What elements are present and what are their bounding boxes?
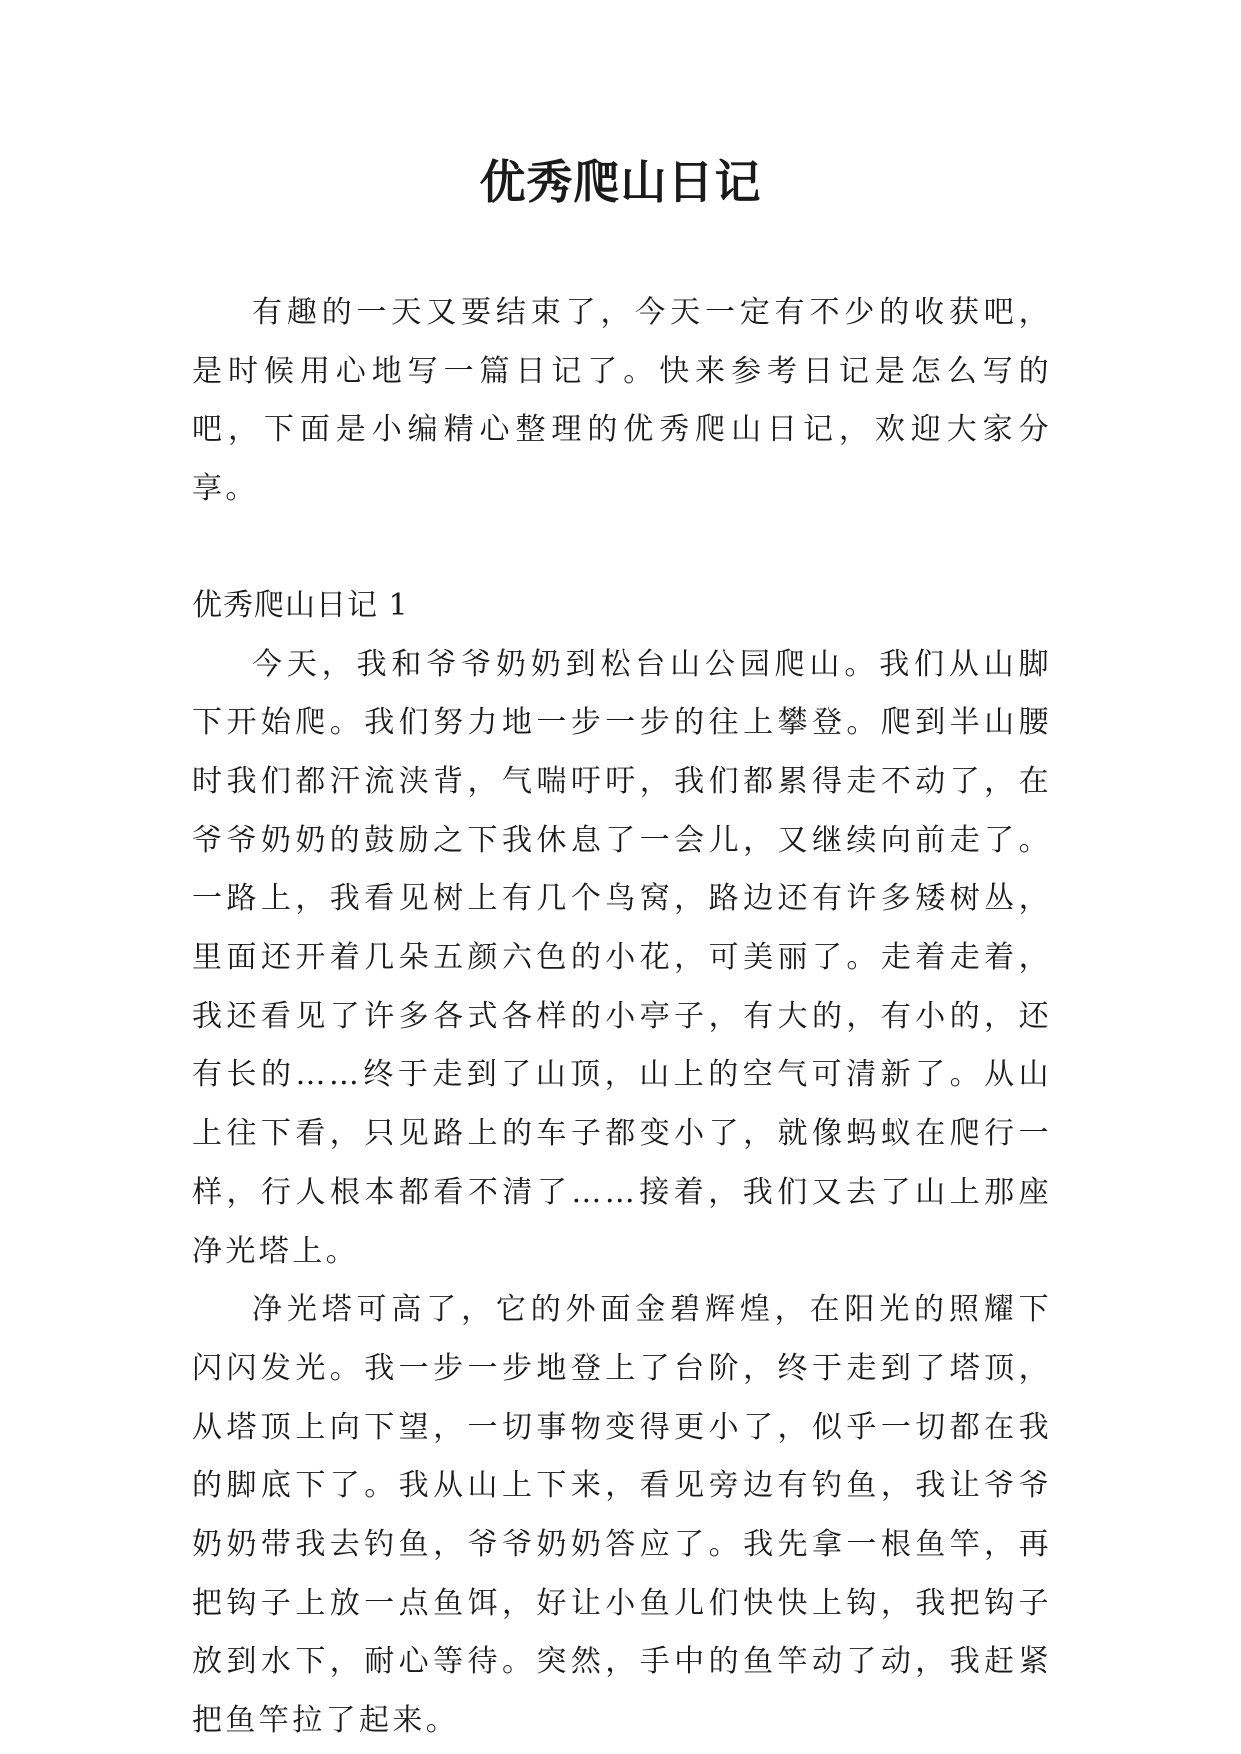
document-body [192, 284, 1052, 1751]
document-title: 优秀爬山日记 [479, 155, 762, 209]
body-paragraph-1: 今天，我和爷爷奶奶到松台山公园爬山。我们从山脚下开始爬。我们努力地一步一步的往上攀登。爬到半山腰时我们都汗流浃背，气喘吁吁，我们都累得走不动了，在爷爷奶奶的鼓励之下我休息了一会儿，又继续向前走了。一路上，我看见树上有几个鸟窝，路边还有许多矮树丛，里面还开着几朵五颜六色的小花，可美丽了。走着走着，我还看见了许多各式各样的小亭子，有大的，有小的，还有长的……终于走到了山顶，山上的空气可清新了。从山上往下看，只见路上的车子都变小了，就像蚂蚁在爬行一样，行人根本都看不清了……接着，我们又去了山上那座净光塔上。 [192, 646, 1052, 1269]
body-paragraph-2: 净光塔可高了，它的外面金碧辉煌，在阳光的照耀下闪闪发光。我一步一步地登上了台阶，终于走到了塔顶，从塔顶上向下望，一切事物变得更小了，似乎一切都在我的脚底下了。我从山上下来，看见旁边有钓鱼，我让爷爷奶奶带我去钓鱼，爷爷奶奶答应了。我先拿一根鱼竿，再把钩子上放一点鱼饵，好让小鱼儿们快快上钩，我把钩子放到水下，耐心等待。突然，手中的鱼竿动了动，我赶紧把鱼竿拉了起来。 [192, 1292, 1052, 1739]
intro-paragraph: 有趣的一天又要结束了，今天一定有不少的收获吧，是时候用心地写一篇日记了。快来参考日记是怎么写的吧，下面是小编精心整理的优秀爬山日记，欢迎大家分享。 [192, 295, 1052, 507]
section-heading: 优秀爬山日记 1 [192, 587, 409, 623]
